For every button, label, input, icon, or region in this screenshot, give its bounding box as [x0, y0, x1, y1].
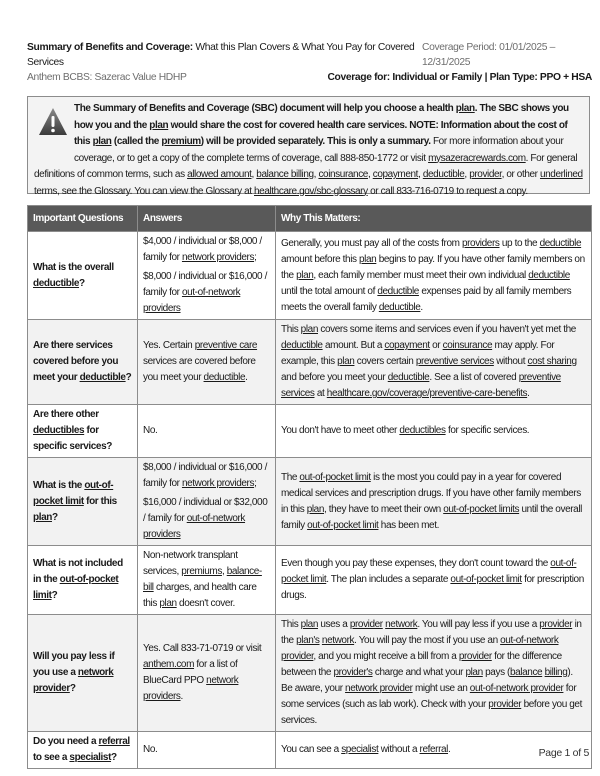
text-run: without	[493, 356, 528, 367]
glossary-term-link[interactable]: plan	[159, 598, 177, 609]
text-run: services are covered before you meet your	[143, 356, 256, 383]
table-row	[28, 405, 592, 458]
glossary-term-link[interactable]: plan	[92, 136, 112, 147]
coverage-period: Coverage Period: 01/01/2025 – 12/31/2025	[422, 42, 556, 68]
text-run: What is the	[33, 479, 85, 491]
text-run: would share the cost for covered health care services. NOTE: Information about the cost of this	[74, 119, 568, 147]
notice-text	[34, 103, 583, 197]
why-matters-cell	[276, 615, 592, 732]
glossary-term-link[interactable]: deductible	[528, 269, 570, 281]
text-run: (called the	[111, 136, 162, 147]
glossary-term-link[interactable]: deductible	[539, 237, 582, 249]
text-run: charge and what your	[372, 667, 466, 678]
glossary-term-link[interactable]: deductible	[387, 372, 430, 383]
text-run: ?	[79, 277, 85, 289]
glossary-term-link[interactable]: deductible	[378, 301, 421, 313]
glossary-term-link[interactable]: plan	[300, 619, 318, 630]
question-cell	[28, 458, 138, 546]
text-run: for some services (such as lab work). Check with your	[281, 683, 577, 710]
glossary-term-link[interactable]: coinsurance	[442, 340, 493, 351]
text-run: You don't have to meet other	[281, 425, 400, 436]
text-run: $8,000 / individual or $16,000 / family for	[143, 271, 267, 298]
glossary-term-link[interactable]: coinsurance	[318, 169, 368, 180]
text-run: Are there other	[33, 409, 99, 420]
text-run: up to the	[499, 237, 540, 249]
text-run: ,	[418, 169, 423, 180]
glossary-term-link[interactable]: healthcare.gov/sbc-glossary	[254, 185, 368, 197]
table-row	[28, 732, 592, 769]
text-run: until the total amount of	[281, 285, 378, 297]
text-run: . The plan includes a separate	[326, 574, 451, 585]
question-cell	[28, 232, 138, 320]
text-run: covers certain	[354, 356, 416, 367]
glossary-term-link[interactable]: network	[206, 675, 239, 686]
glossary-term-link[interactable]: out-of-pocket limits	[443, 503, 520, 515]
glossary-term-link[interactable]: deductible	[203, 372, 246, 383]
text-run: ?	[111, 752, 117, 763]
glossary-term-link[interactable]: specialist	[341, 744, 379, 755]
glossary-term-link[interactable]: specialist	[69, 752, 112, 763]
text-run: ,	[221, 566, 227, 577]
text-run: . You will pay less if you use a	[417, 619, 540, 630]
glossary-term-link[interactable]: plan	[33, 511, 52, 523]
glossary-term-link[interactable]: deductibles	[33, 425, 85, 436]
text-run: doesn't cover.	[176, 598, 235, 609]
glossary-term-link[interactable]: cost sharing	[527, 356, 577, 367]
text-run: , they have to meet their own	[324, 503, 444, 515]
text-run: has been met.	[378, 519, 439, 531]
glossary-term-link[interactable]: out-of-pocket limit	[33, 574, 119, 601]
glossary-term-link[interactable]: preventive services	[281, 372, 561, 399]
text-run: ;	[254, 478, 257, 489]
text-run: for this	[83, 495, 117, 507]
glossary-term-link[interactable]: out-of-network provider	[469, 683, 564, 694]
glossary-term-link[interactable]: allowed amount	[187, 169, 252, 180]
text-run: pays (	[482, 667, 510, 678]
text-run: What is the overall	[33, 261, 114, 273]
text-run: . You will pay the most if you use an	[354, 635, 501, 646]
glossary-term-link[interactable]: deductible	[33, 277, 80, 289]
text-run: .	[420, 301, 423, 313]
text-run: and before you meet your	[281, 372, 388, 383]
glossary-term-link[interactable]: deductible	[377, 285, 419, 297]
glossary-term-link[interactable]: plan	[306, 503, 325, 515]
glossary-term-link[interactable]: deductible	[281, 340, 323, 351]
title-bold: Summary of Benefits and Coverage:	[27, 42, 193, 53]
text-run: ,	[313, 169, 319, 180]
text-run: ). Be aware, your	[281, 667, 573, 694]
sbc-notice-box	[27, 96, 590, 197]
text-run: ,	[367, 169, 373, 180]
answer-cell	[138, 232, 276, 320]
text-run: .	[180, 691, 183, 702]
glossary-term-link[interactable]: premium	[161, 136, 201, 147]
title-rest: What this Plan Covers & What You Pay for Covered Services	[27, 42, 415, 68]
text-run: before you get services.	[281, 699, 582, 726]
glossary-term-link[interactable]: out-of-network provider	[281, 635, 559, 662]
text-run: .	[527, 388, 530, 399]
glossary-term-link[interactable]: out-of-network providers	[143, 513, 246, 540]
text-run: For more information about your coverage, or to get a copy of the complete terms of coverage, call 888-850-1772 or visit	[74, 136, 564, 164]
text-run: No.	[143, 425, 158, 436]
text-run: ?	[125, 372, 132, 383]
glossary-term-link[interactable]: plan	[296, 269, 314, 281]
question-cell	[28, 405, 138, 458]
text-run: Are there services covered before you meet your	[33, 340, 119, 383]
answer-paragraph	[143, 641, 270, 705]
text-run: This	[281, 324, 301, 335]
table-row	[28, 232, 592, 320]
answer-paragraph	[143, 269, 270, 317]
table-header-row	[28, 206, 592, 232]
glossary-term-link[interactable]: copayment	[384, 340, 430, 351]
text-run: . For general definitions of common terms, such as	[34, 152, 578, 180]
table-row	[28, 320, 592, 405]
glossary-term-link[interactable]: providers	[461, 237, 500, 249]
text-run: expenses paid by all family members meets the overall family	[281, 285, 572, 313]
text-run: for specific services?	[33, 425, 112, 452]
answer-cell	[138, 615, 276, 732]
glossary-term-link[interactable]: copayment	[372, 169, 419, 180]
text-run: for the difference between the	[281, 651, 562, 678]
glossary-term-link[interactable]: deductible	[79, 372, 126, 383]
benefits-table	[27, 205, 592, 769]
glossary-term-link[interactable]: provider	[458, 651, 492, 662]
text-run: $8,000 / individual or $16,000 / family for	[143, 462, 267, 489]
text-run: ,	[251, 169, 257, 180]
text-run: .	[245, 372, 248, 383]
why-matters-cell	[276, 405, 592, 458]
text-run: might use an	[412, 683, 470, 694]
text-run: to see a	[33, 752, 70, 763]
glossary-term-link[interactable]: healthcare.gov/coverage/preventive-care-benefits	[326, 388, 528, 399]
text-run: without a	[378, 744, 420, 755]
answer-paragraph	[143, 423, 270, 439]
glossary-term-link[interactable]: providers	[143, 691, 181, 702]
answer-paragraph	[143, 495, 270, 543]
glossary-term-link[interactable]: provider's	[333, 667, 373, 678]
text-run: , and you might receive a bill from a	[313, 651, 459, 662]
text-run: ?	[51, 590, 58, 601]
glossary-term-link[interactable]: out-of-pocket limit	[281, 558, 577, 585]
text-run: terms, see the Glossary. You can view the Glossary at	[34, 185, 254, 197]
text-run: .	[448, 744, 451, 755]
glossary-term-link[interactable]: plan	[300, 324, 318, 335]
glossary-term-link[interactable]: plan's	[296, 635, 320, 646]
text-run: or	[429, 340, 443, 351]
text-run: may apply. For example, this	[281, 340, 555, 367]
glossary-term-link[interactable]: provider	[469, 169, 502, 180]
text-run: Will you pay less if you use a	[33, 651, 115, 678]
text-run: No.	[143, 744, 158, 755]
glossary-term-link[interactable]: provider	[488, 699, 522, 710]
table-row	[28, 458, 592, 546]
answer-paragraph	[143, 338, 270, 386]
text-run: Do you need a	[33, 736, 99, 747]
text-run: ) will be provided separately. This is only a summary.	[200, 136, 431, 147]
text-run: for prescription drugs.	[281, 574, 584, 601]
text-run: This	[281, 619, 301, 630]
answer-cell	[138, 546, 276, 615]
text-run: , each family member must meet their own individual	[313, 269, 529, 281]
text-run: , or other	[501, 169, 540, 180]
answer-paragraph	[143, 234, 270, 266]
text-run: at	[314, 388, 327, 399]
question-cell	[28, 546, 138, 615]
text-run: The	[281, 471, 300, 483]
page-number: Page 1 of 5	[538, 747, 589, 759]
why-matters-cell	[276, 232, 592, 320]
why-matters-cell	[276, 320, 592, 405]
glossary-term-link[interactable]: underlined	[539, 169, 583, 180]
glossary-term-link[interactable]: network providers	[181, 252, 255, 263]
answer-cell	[138, 732, 276, 769]
answer-paragraph	[143, 460, 270, 492]
glossary-term-link[interactable]: plan	[465, 667, 483, 678]
glossary-term-link[interactable]: anthem.com	[143, 659, 195, 670]
glossary-term-link[interactable]: billing	[544, 667, 568, 678]
question-cell	[28, 320, 138, 405]
table-row	[28, 546, 592, 615]
answer-cell	[138, 405, 276, 458]
glossary-term-link[interactable]: out-of-pocket limit	[299, 471, 371, 483]
glossary-term-link[interactable]: referral	[98, 736, 130, 747]
document-title	[27, 40, 422, 70]
text-run: uses a	[317, 619, 350, 630]
glossary-term-link[interactable]: out-of-pocket limit	[33, 479, 114, 507]
why-matters-cell	[276, 458, 592, 546]
text-run: is the most you could pay in a year for covered medical services and prescription drugs. If you have other family members in this	[281, 471, 581, 515]
text-run: in the	[281, 619, 582, 646]
column-header-answers: Answers	[138, 206, 276, 232]
text-run: ;	[254, 252, 257, 263]
text-run: $16,000 / individual or $32,000 / family for	[143, 497, 268, 524]
text-run: . The SBC shows you how you and the	[74, 103, 569, 131]
glossary-term-link[interactable]: balance billing	[256, 169, 314, 180]
text-run: amount before this	[281, 253, 360, 265]
column-header-questions: Important Questions	[28, 206, 138, 232]
text-run: . See a list of covered	[429, 372, 519, 383]
glossary-term-link[interactable]: preventive services	[415, 356, 494, 367]
answer-paragraph	[143, 548, 270, 612]
glossary-term-link[interactable]: network	[385, 619, 418, 630]
text-run: ,	[464, 169, 470, 180]
glossary-term-link[interactable]: out-of-pocket limit	[307, 519, 379, 531]
warning-triangle-icon	[34, 101, 74, 153]
text-run: Generally, you must pay all of the costs from	[281, 237, 462, 249]
text-run: Non-network transplant services,	[143, 550, 238, 577]
text-run: What is not included in the	[33, 558, 123, 585]
glossary-term-link[interactable]: premiums	[181, 566, 222, 577]
glossary-term-link[interactable]: balance-bill	[143, 566, 262, 593]
glossary-term-link[interactable]: plan	[455, 103, 475, 114]
glossary-term-link[interactable]: network provider	[345, 683, 413, 694]
text-run: covers some items and services even if you haven't yet met the	[317, 324, 576, 335]
text-run: Yes. Call 833-71-0719 or visit	[143, 643, 262, 654]
glossary-term-link[interactable]: preventive care	[194, 340, 258, 351]
glossary-term-link[interactable]: network providers	[181, 478, 255, 489]
text-run: charges, and health care this	[143, 582, 257, 609]
text-run: You can see a	[281, 744, 342, 755]
text-run: ?	[69, 683, 76, 694]
text-run: for a list of BlueCard PPO	[143, 659, 238, 686]
answer-paragraph	[143, 742, 270, 758]
text-run: ?	[51, 511, 58, 523]
glossary-term-link[interactable]: deductibles	[399, 425, 446, 436]
answer-cell	[138, 458, 276, 546]
table-row	[28, 615, 592, 732]
glossary-term-link[interactable]: mysazeracrewards.com	[428, 152, 526, 164]
glossary-term-link[interactable]: out-of-pocket limit	[450, 574, 522, 585]
text-run: or call 833-716-0719 to request a copy.	[367, 185, 528, 197]
glossary-term-link[interactable]: plan	[149, 119, 169, 131]
glossary-term-link[interactable]: deductible	[422, 169, 465, 180]
text-run: begins to pay. If you have other family members on the	[281, 253, 585, 281]
glossary-term-link[interactable]: provider	[349, 619, 383, 630]
coverage-for: Coverage for: Individual or Family | Plan Type: PPO + HSA	[327, 72, 592, 83]
text-run: $4,000 / individual or $8,000 / family for	[143, 236, 262, 263]
glossary-term-link[interactable]: balance	[509, 667, 543, 678]
text-run: The Summary of Benefits and Coverage (SBC) document will help you choose a health	[74, 103, 456, 114]
glossary-term-link[interactable]: out-of-network providers	[143, 287, 241, 314]
answer-cell	[138, 320, 276, 405]
glossary-term-link[interactable]: network	[321, 635, 355, 646]
glossary-term-link[interactable]: provider	[539, 619, 573, 630]
glossary-term-link[interactable]: referral	[419, 744, 449, 755]
page-header	[27, 40, 592, 85]
question-cell	[28, 732, 138, 769]
why-matters-cell	[276, 546, 592, 615]
glossary-term-link[interactable]: plan	[359, 253, 377, 265]
column-header-why: Why This Matters:	[276, 206, 592, 232]
plan-name: Anthem BCBS: Sazerac Value HDHP	[27, 72, 187, 83]
glossary-term-link[interactable]: plan	[337, 356, 355, 367]
text-run: Even though you pay these expenses, they don't count toward the	[281, 558, 551, 569]
question-cell	[28, 615, 138, 732]
text-run: Yes. Certain	[143, 340, 195, 351]
text-run: until the overall family	[281, 503, 582, 531]
glossary-term-link[interactable]: network provider	[33, 667, 114, 694]
text-run: for specific services.	[445, 425, 530, 436]
text-run: amount. But a	[322, 340, 385, 351]
